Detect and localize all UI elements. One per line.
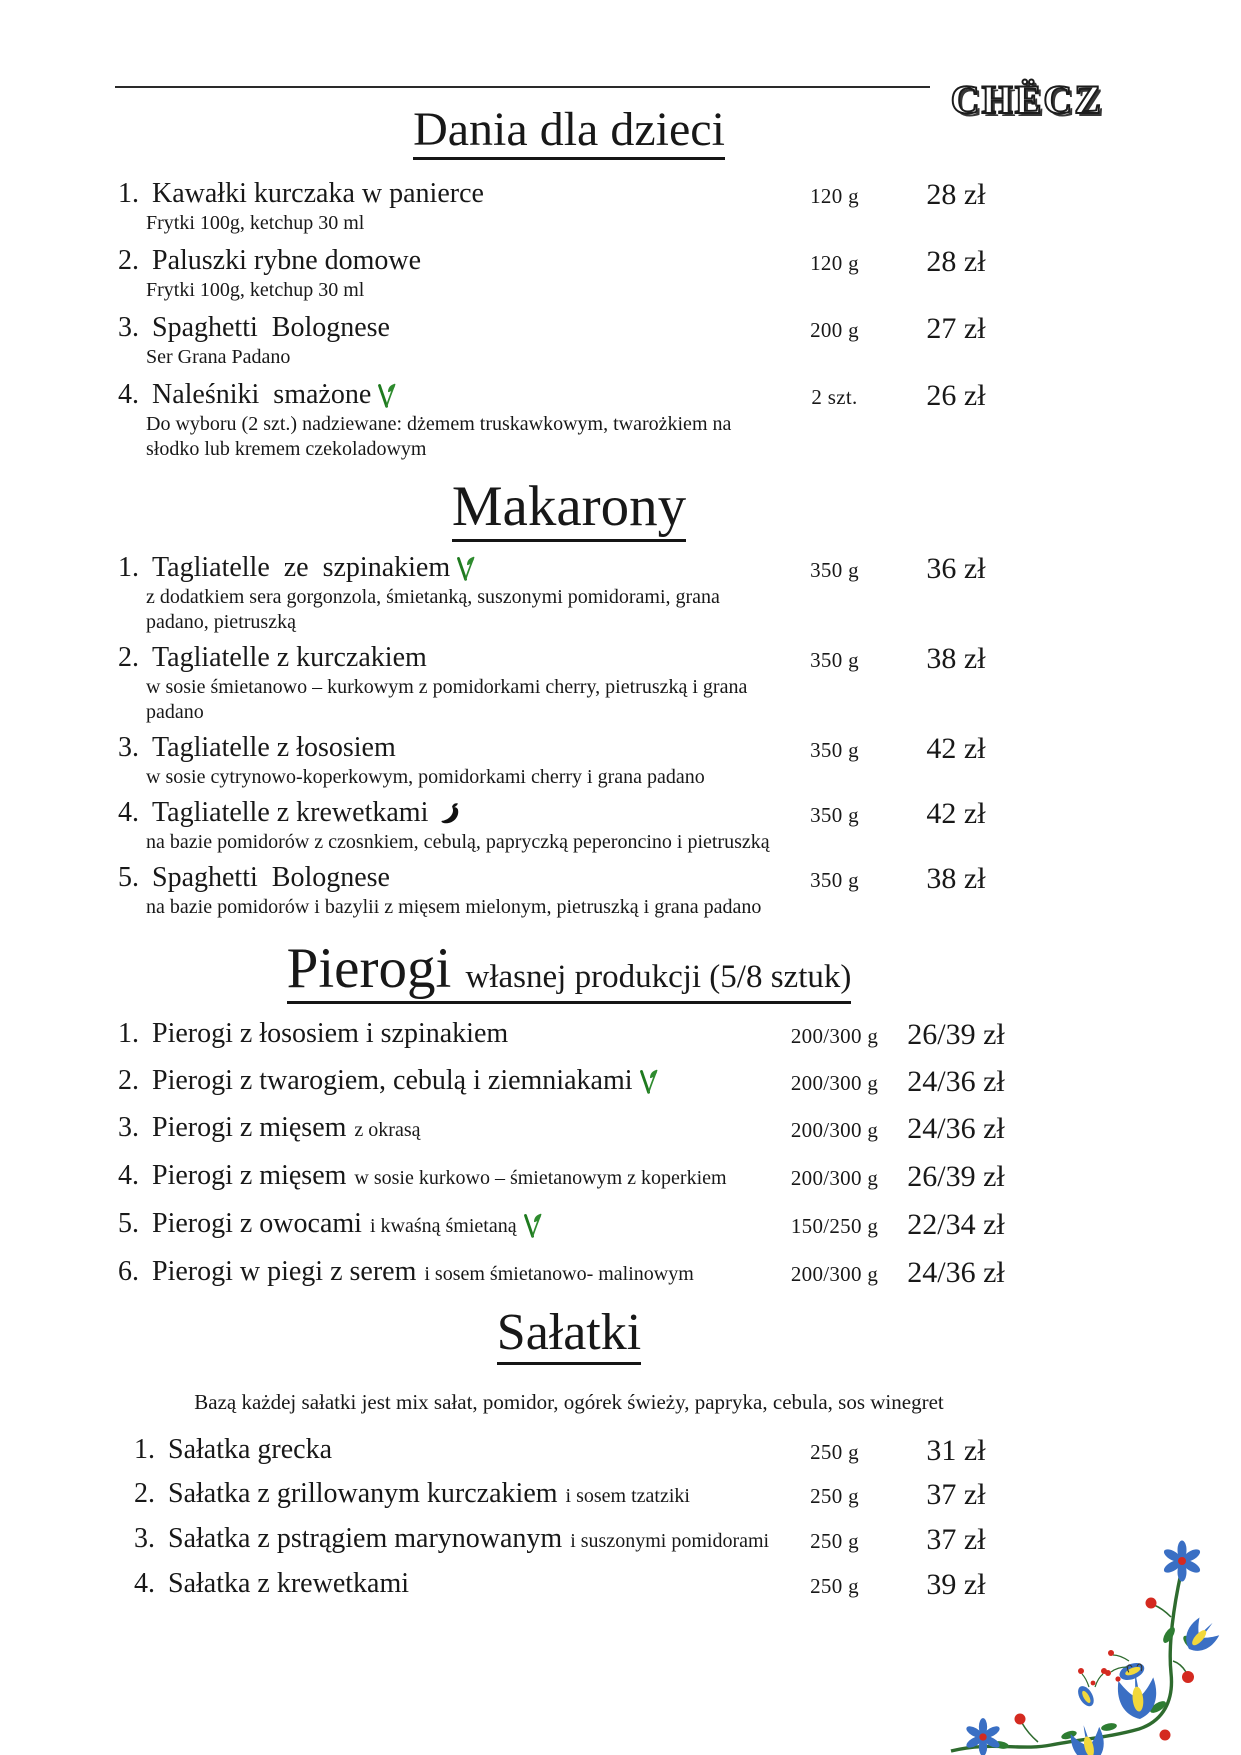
- item-name: Kawałki kurczaka w panierce: [152, 178, 484, 209]
- item-number: 4.: [118, 797, 139, 828]
- menu-item-row: [118, 1207, 1020, 1243]
- item-description: w sosie cytrynowo-koperkowym, pomidorkami cherry i grana padano: [146, 766, 705, 788]
- item-number: 5.: [118, 862, 139, 893]
- item-description: Do wyboru (2 szt.) nadziewane: dżemem truskawkowym, twarożkiem na słodko lub kremem czekoladowym: [146, 413, 732, 460]
- item-price: 26/39 zł: [907, 1018, 1005, 1051]
- item-name: Pierogi z twarogiem, cebulą i ziemniakami: [152, 1065, 633, 1096]
- item-price: 26/39 zł: [907, 1160, 1005, 1193]
- item-weight: 150/250 g: [790, 1214, 879, 1238]
- menu-item-row: [118, 551, 1020, 635]
- item-price: 42 zł: [926, 732, 986, 765]
- item-number: 3.: [118, 1112, 139, 1143]
- item-name: Tagliatelle ze szpinakiem: [152, 552, 451, 583]
- item-name: Tagliatelle z łososiem: [152, 732, 396, 763]
- menu-content: [118, 96, 1020, 1611]
- menu-item-row: [118, 177, 1020, 236]
- item-name: Pierogi z łososiem i szpinakiem: [152, 1018, 509, 1049]
- item-weight: 120 g: [810, 184, 859, 208]
- vegetarian-sprout-icon: [639, 1068, 659, 1095]
- header-rule: [115, 86, 930, 88]
- item-weight: 200/300 g: [790, 1071, 879, 1095]
- menu-item-row: [118, 731, 1020, 790]
- item-price: 38 zł: [926, 862, 986, 895]
- item-price: 27 zł: [926, 312, 986, 345]
- item-weight: 200 g: [810, 318, 859, 342]
- item-price: 38 zł: [926, 642, 986, 675]
- section-title-suffix: własnej produkcji (5/8 sztuk): [465, 959, 852, 995]
- item-weight: 350 g: [810, 868, 859, 892]
- item-weight: 250 g: [810, 1529, 859, 1553]
- item-name: Sałatka z krewetkami: [168, 1568, 410, 1599]
- menu-item-row: [118, 244, 1020, 303]
- item-price: 26 zł: [926, 379, 986, 412]
- item-number: 1.: [118, 1018, 139, 1049]
- section-dania-dla-dzieci: [118, 102, 1020, 462]
- item-number: 2.: [118, 245, 139, 276]
- item-name-suffix: z okrasą: [354, 1119, 421, 1141]
- item-weight: 350 g: [810, 558, 859, 582]
- menu-item-row: [118, 1433, 1020, 1468]
- item-name: Sałatka z grillowanym kurczakiem: [168, 1478, 558, 1509]
- item-number: 1.: [134, 1434, 155, 1465]
- item-name: Tagliatelle z krewetkami: [152, 797, 429, 828]
- item-name: Sałatka grecka: [168, 1434, 333, 1465]
- restaurant-logo: CHËCZ: [950, 77, 1103, 122]
- item-weight: 200/300 g: [790, 1262, 879, 1286]
- section-salatki: [118, 1303, 1020, 1602]
- vegetarian-sprout-icon: [377, 382, 397, 409]
- item-price: 36 zł: [926, 552, 986, 585]
- item-price: 22/34 zł: [907, 1208, 1005, 1241]
- item-price: 28 zł: [926, 245, 986, 278]
- item-description: na bazie pomidorów z czosnkiem, cebulą, papryczką peperoncino i pietruszką: [146, 831, 770, 853]
- item-number: 3.: [134, 1523, 155, 1554]
- item-number: 4.: [118, 379, 139, 410]
- menu-item-row: [118, 1064, 1020, 1099]
- item-price: 39 zł: [926, 1568, 986, 1601]
- menu-item-row: [118, 1159, 1020, 1195]
- item-price: 37 zł: [926, 1523, 986, 1556]
- item-name-suffix: i sosem tzatziki: [565, 1485, 690, 1507]
- item-number: 2.: [118, 1065, 139, 1096]
- item-weight: 250 g: [810, 1484, 859, 1508]
- section-makarony: [118, 474, 1020, 920]
- menu-item-row: [118, 796, 1020, 855]
- kashubian-floral-corner-ornament: [943, 1539, 1241, 1755]
- menu-item-row: [118, 1567, 1020, 1602]
- item-name: Pierogi w piegi z serem: [152, 1256, 417, 1287]
- item-price: 31 zł: [926, 1434, 986, 1467]
- menu-item-row: [118, 1017, 1020, 1052]
- item-name-suffix: i suszonymi pomidorami: [570, 1530, 770, 1552]
- item-weight: 250 g: [810, 1574, 859, 1598]
- section-title: Makarony: [118, 474, 1020, 539]
- item-number: 1.: [118, 552, 139, 583]
- item-weight: 350 g: [810, 648, 859, 672]
- section-title: Pierogi własnej produkcji (5/8 sztuk): [118, 936, 1020, 1001]
- item-price: 28 zł: [926, 178, 986, 211]
- item-name: Paluszki rybne domowe: [152, 245, 422, 276]
- item-name: Sałatka z pstrągiem marynowanym: [168, 1523, 563, 1554]
- item-description: Ser Grana Padano: [146, 346, 291, 368]
- item-name: Pierogi z mięsem: [152, 1160, 347, 1191]
- menu-item-row: [118, 1255, 1020, 1291]
- item-number: 3.: [118, 732, 139, 763]
- item-number: 5.: [118, 1208, 139, 1239]
- item-name: Pierogi z owocami: [152, 1208, 362, 1239]
- item-weight: 250 g: [810, 1440, 859, 1464]
- section-intro: Bazą każdej sałatki jest mix sałat, pomidor, ogórek świeży, papryka, cebula, sos winegret: [194, 1390, 944, 1414]
- item-weight: 2 szt.: [811, 385, 858, 409]
- item-weight: 200/300 g: [790, 1118, 879, 1142]
- menu-item-row: [118, 311, 1020, 370]
- vegetarian-sprout-icon: [523, 1212, 543, 1239]
- item-name: Spaghetti Bolognese: [152, 862, 390, 893]
- item-description: z dodatkiem sera gorgonzola, śmietanką, suszonymi pomidorami, grana padano, pietruszką: [146, 586, 720, 633]
- item-number: 3.: [118, 312, 139, 343]
- vegetarian-sprout-icon: [456, 555, 476, 582]
- item-weight: 200/300 g: [790, 1024, 879, 1048]
- item-weight: 350 g: [810, 738, 859, 762]
- item-name-suffix: i kwaśną śmietaną: [369, 1215, 517, 1237]
- item-weight: 350 g: [810, 803, 859, 827]
- item-number: 4.: [134, 1568, 155, 1599]
- menu-item-row: [118, 1111, 1020, 1147]
- item-description: na bazie pomidorów i bazylii z mięsem mielonym, pietruszką i grana padano: [146, 896, 762, 918]
- section-title: Dania dla dzieci: [118, 102, 1020, 157]
- item-name-suffix: i sosem śmietanowo- malinowym: [424, 1263, 694, 1285]
- item-weight: 120 g: [810, 251, 859, 275]
- item-name: Tagliatelle z kurczakiem: [152, 642, 427, 673]
- item-description: Frytki 100g, ketchup 30 ml: [146, 212, 365, 234]
- item-number: 2.: [118, 642, 139, 673]
- item-number: 2.: [134, 1478, 155, 1509]
- item-price: 42 zł: [926, 797, 986, 830]
- item-price: 24/36 zł: [907, 1065, 1005, 1098]
- item-price: 24/36 zł: [907, 1256, 1005, 1289]
- item-description: w sosie śmietanowo – kurkowym z pomidorkami cherry, pietruszką i grana padano: [146, 676, 748, 723]
- section-pierogi: [118, 936, 1020, 1291]
- chili-pepper-icon: [438, 801, 463, 826]
- item-price: 24/36 zł: [907, 1112, 1005, 1145]
- item-number: 6.: [118, 1256, 139, 1287]
- menu-item-row: [118, 641, 1020, 725]
- item-description: Frytki 100g, ketchup 30 ml: [146, 279, 365, 301]
- item-number: 4.: [118, 1160, 139, 1191]
- menu-item-row: [118, 861, 1020, 920]
- menu-item-row: [118, 1522, 1020, 1558]
- menu-item-row: [118, 1477, 1020, 1513]
- menu-item-row: [118, 378, 1020, 462]
- item-name: Spaghetti Bolognese: [152, 312, 390, 343]
- item-price: 37 zł: [926, 1478, 986, 1511]
- item-weight: 200/300 g: [790, 1166, 879, 1190]
- item-name: Naleśniki smażone: [152, 379, 372, 410]
- item-name: Pierogi z mięsem: [152, 1112, 347, 1143]
- item-number: 1.: [118, 178, 139, 209]
- section-title: Sałatki: [118, 1303, 1020, 1362]
- item-name-suffix: w sosie kurkowo – śmietanowym z koperkiem: [354, 1167, 727, 1189]
